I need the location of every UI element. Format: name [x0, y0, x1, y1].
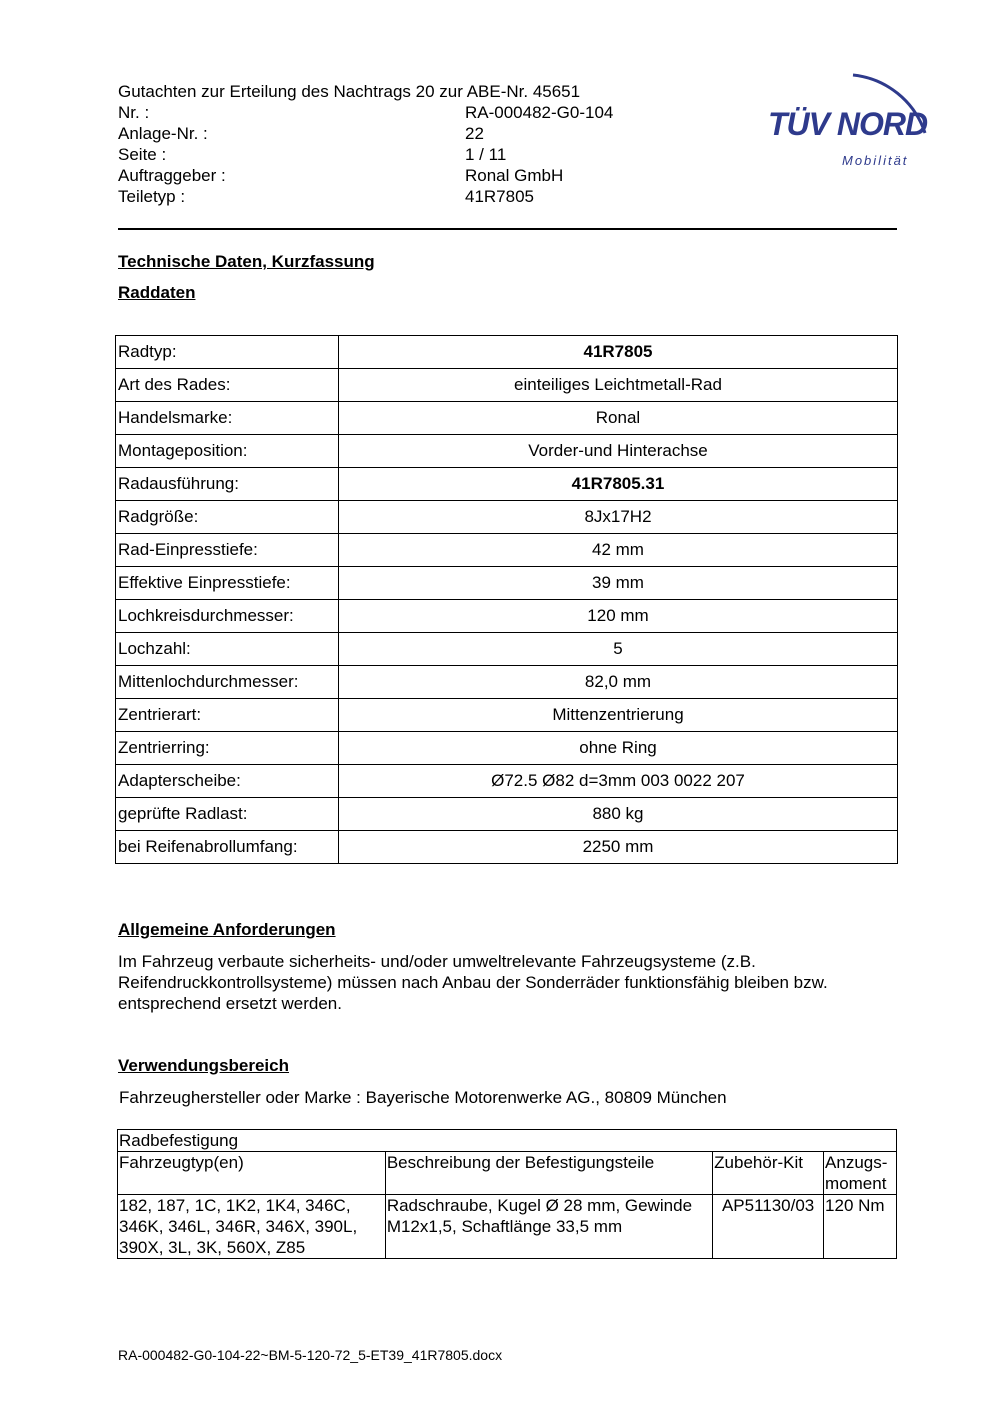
- footer-filename: RA-000482-G0-104-22~BM-5-120-72_5-ET39_41R7805.docx: [118, 1347, 503, 1363]
- header-fahrzeugtyp: Fahrzeugtyp(en): [118, 1152, 386, 1195]
- header-value: 41R7805: [465, 187, 535, 206]
- header-field-teiletyp: [118, 186, 535, 207]
- wheel-data-label: geprüfte Radlast:: [116, 798, 339, 831]
- header-label: Auftraggeber :: [118, 166, 226, 185]
- section-raddaten: Raddaten: [118, 283, 196, 302]
- cell-zubehoer-kit: AP51130/03: [713, 1195, 824, 1259]
- wheel-data-row: [116, 633, 898, 666]
- header-value: Ronal GmbH: [465, 166, 564, 185]
- header-divider: [118, 228, 897, 230]
- header-label: Anlage-Nr. :: [118, 124, 208, 143]
- header-value: 22: [465, 124, 484, 143]
- wheel-data-value: 41R7805: [339, 336, 898, 369]
- wheel-data-value: ohne Ring: [339, 732, 898, 765]
- wheel-data-value: Ronal: [339, 402, 898, 435]
- wheel-data-row: [116, 600, 898, 633]
- wheel-data-label: Mittenlochdurchmesser:: [116, 666, 339, 699]
- wheel-data-row: [116, 831, 898, 864]
- wheel-data-label: Lochzahl:: [116, 633, 339, 666]
- wheel-data-value: Vorder-und Hinterachse: [339, 435, 898, 468]
- wheel-data-label: Radausführung:: [116, 468, 339, 501]
- wheel-data-row: [116, 699, 898, 732]
- wheel-data-row: [116, 765, 898, 798]
- header-zubehoer: Zubehör-Kit: [713, 1152, 824, 1195]
- logo-sub: Mobilität: [842, 153, 909, 168]
- wheel-data-row: [116, 534, 898, 567]
- wheel-data-value: 8Jx17H2: [339, 501, 898, 534]
- wheel-data-value: 39 mm: [339, 567, 898, 600]
- wheel-data-row: [116, 336, 898, 369]
- section-technische-daten: Technische Daten, Kurzfassung: [118, 252, 375, 271]
- header-beschreibung: Beschreibung der Befestigungsteile: [385, 1152, 712, 1195]
- wheel-data-row: [116, 468, 898, 501]
- header-field-seite: [118, 144, 507, 165]
- wheel-data-value: 120 mm: [339, 600, 898, 633]
- wheel-data-label: Lochkreisdurchmesser:: [116, 600, 339, 633]
- wheel-data-label: Effektive Einpresstiefe:: [116, 567, 339, 600]
- mounting-caption: Radbefestigung: [118, 1130, 897, 1152]
- wheel-data-row: [116, 798, 898, 831]
- allgemeine-text: Im Fahrzeug verbaute sicherheits- und/oder umweltrelevante Fahrzeugsysteme (z.B. Reifendruckkontrollsysteme) müssen nach Anbau der Sonderräder funktionsfähig bleiben bzw. entsprechend ersetzt werden.: [118, 952, 828, 1013]
- wheel-data-row: [116, 402, 898, 435]
- wheel-data-value: 5: [339, 633, 898, 666]
- header-label: Nr. :: [118, 103, 150, 122]
- wheel-data-row: [116, 501, 898, 534]
- cell-fahrzeugtypen: 182, 187, 1C, 1K2, 1K4, 346C, 346K, 346L, 346R, 346X, 390L, 390X, 3L, 3K, 560X, Z85: [118, 1195, 386, 1259]
- wheel-data-label: Zentrierring:: [116, 732, 339, 765]
- wheel-data-value: Mittenzentrierung: [339, 699, 898, 732]
- wheel-data-value: Ø72.5 Ø82 d=3mm 003 0022 207: [339, 765, 898, 798]
- wheel-data-row: [116, 435, 898, 468]
- wheel-data-label: Zentrierart:: [116, 699, 339, 732]
- wheel-data-label: Radgröße:: [116, 501, 339, 534]
- wheel-data-value: einteiliges Leichtmetall-Rad: [339, 369, 898, 402]
- section-verwendung: Verwendungsbereich: [118, 1056, 289, 1075]
- header-label: Seite :: [118, 145, 167, 164]
- header-value: 1 / 11: [465, 145, 507, 164]
- header-field-nr: [118, 102, 614, 123]
- wheel-data-value: 82,0 mm: [339, 666, 898, 699]
- wheel-data-label: bei Reifenabrollumfang:: [116, 831, 339, 864]
- logo-arc-icon: [760, 55, 945, 175]
- header-value: RA-000482-G0-104: [465, 103, 614, 122]
- wheel-data-table: [115, 335, 898, 864]
- wheel-data-row: [116, 369, 898, 402]
- wheel-data-row: [116, 567, 898, 600]
- wheel-data-value: 42 mm: [339, 534, 898, 567]
- section-allgemeine: Allgemeine Anforderungen: [118, 920, 336, 939]
- mounting-table: [117, 1129, 897, 1259]
- cell-beschreibung: Radschraube, Kugel Ø 28 mm, Gewinde M12x1,5, Schaftlänge 33,5 mm: [385, 1195, 712, 1259]
- tuev-nord-logo: [760, 55, 945, 175]
- wheel-data-label: Radtyp:: [116, 336, 339, 369]
- wheel-data-value: 41R7805.31: [339, 468, 898, 501]
- cell-anzugsmoment: 120 Nm: [824, 1195, 897, 1259]
- wheel-data-value: 2250 mm: [339, 831, 898, 864]
- wheel-data-label: Art des Rades:: [116, 369, 339, 402]
- wheel-data-label: Rad-Einpresstiefe:: [116, 534, 339, 567]
- wheel-data-row: [116, 732, 898, 765]
- logo-brand: TÜV NORD: [768, 106, 928, 142]
- document-title: Gutachten zur Erteilung des Nachtrags 20 zur ABE-Nr. 45651: [118, 82, 581, 101]
- header-field-anlage: [118, 123, 484, 144]
- wheel-data-value: 880 kg: [339, 798, 898, 831]
- wheel-data-label: Adapterscheibe:: [116, 765, 339, 798]
- wheel-data-label: Montageposition:: [116, 435, 339, 468]
- wheel-data-row: [116, 666, 898, 699]
- header-label: Teiletyp :: [118, 187, 186, 206]
- header-anzugsmoment: Anzugs-moment: [824, 1152, 897, 1195]
- hersteller-line: Fahrzeughersteller oder Marke : Bayerische Motorenwerke AG., 80809 München: [119, 1088, 727, 1107]
- wheel-data-label: Handelsmarke:: [116, 402, 339, 435]
- header-field-auftraggeber: [118, 165, 564, 186]
